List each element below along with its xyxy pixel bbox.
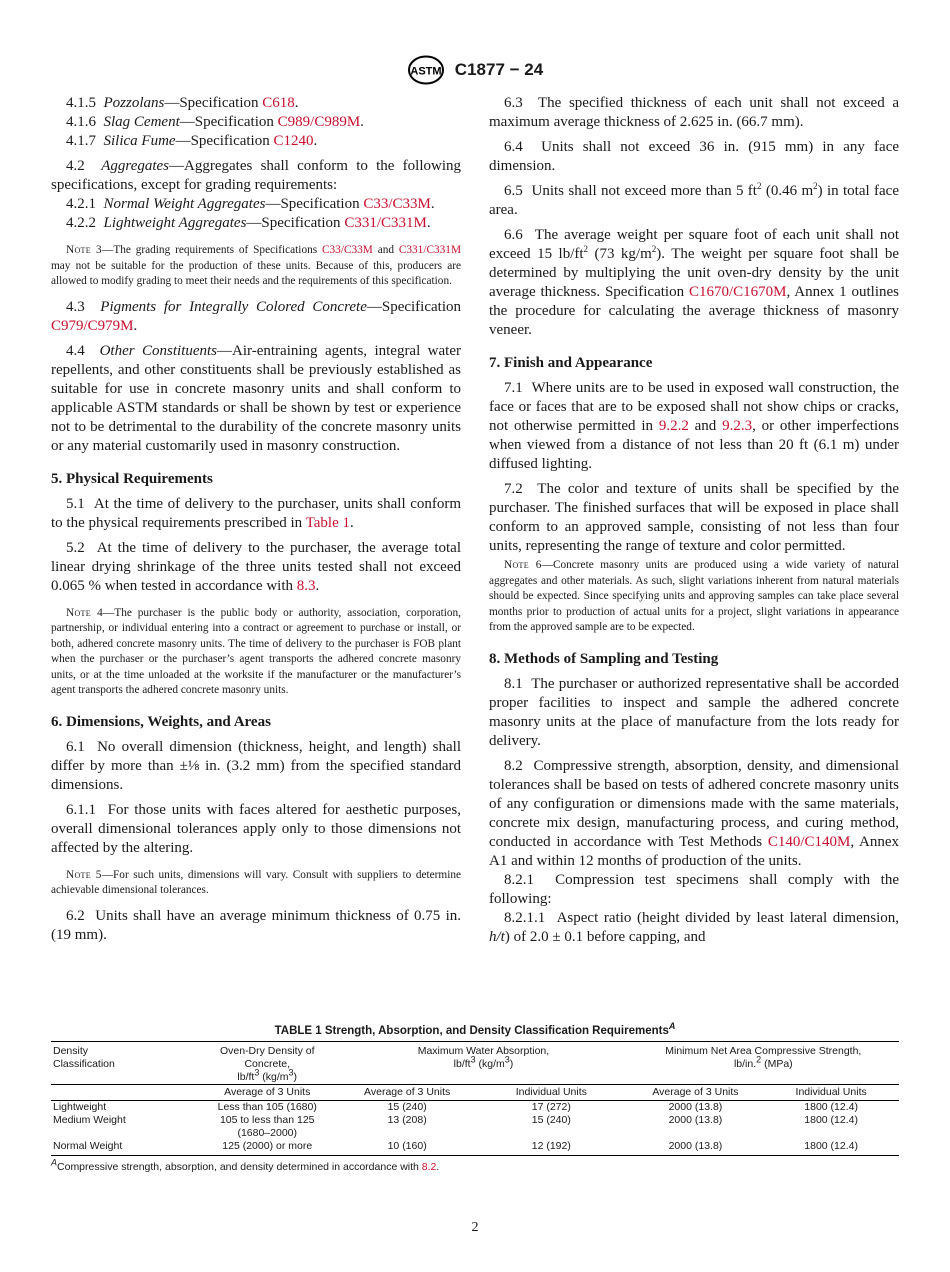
row-abs-ind: 15 (240) [531, 1114, 571, 1126]
right-column [489, 94, 899, 947]
header-max-water-absorption: Maximum Water Absorption, $lb/ft^3$ $(kg/m^3)$ [339, 1042, 627, 1085]
section-4-2-2: 4.2.2 Lightweight Aggregates—Specification C331/C331M. [66, 215, 431, 231]
section-7-2: 7.2 The color and texture of units shall be specified by the purchaser. The finished surfaces that will be exposed in place shall conform to an approved sample, consisting of not less than four units, representing the range of texture and color permitted. [489, 481, 899, 554]
ref-link[interactable]: C331/C331M [344, 215, 427, 231]
row-class: Normal Weight [51, 1140, 195, 1156]
section-5-1: 5.1 At the time of delivery to the purchaser, units shall conform to the physical requirements prescribed in Table 1. [51, 495, 462, 531]
header-density-class: Density Classification [51, 1042, 195, 1085]
page-number: 2 [471, 1220, 479, 1235]
subheader-avg3-density: Average of 3 Units [195, 1085, 339, 1101]
section-6-4: 6.4 Units shall not exceed 36 in. (915 mm) in any face dimension. [489, 139, 900, 174]
row-abs-ind: 17 (272) [531, 1101, 571, 1113]
ref-link[interactable]: C33/C33M [321, 244, 373, 256]
row-str-avg: 2000 (13.8) [628, 1140, 764, 1156]
subheader-avg3-absorption: Average of 3 Units [339, 1085, 475, 1101]
section-6-1-1: 6.1.1 For those units with faces altered for aesthetic purposes, overall dimensional tolerances apply only to those dimensions not affected by the altering. [51, 801, 461, 856]
note-5: Note 5—For such units, dimensions will vary. Consult with suppliers to determine achievable dimensional tolerances. [51, 868, 461, 896]
section-5-2: 5.2 At the time of delivery to the purchaser, the average total linear drying shrinkage of the three units tested shall not exceed 0.065 % when tested in accordance with 8.3. [51, 539, 462, 594]
section-4-4: 4.4 Other Constituents—Air-entraining agents, integral water repellents, and other constituents shall be previously established as suitable for use in concrete masonry units and shall conform to applicable ASTM standards or shall be shown by test or experience not to be detrimental to the durability of the concrete masonry units or any material customarily used in masonry construction. [51, 342, 461, 454]
header-min-compressive-strength: Minimum Net Area Compressive Strength, lb/in.$^2$ (MPa) [628, 1042, 899, 1085]
section-heading-5: 5. Physical Requirements [51, 470, 213, 487]
ref-link[interactable]: C331/C331M [398, 244, 461, 256]
ref-link[interactable]: 9.2.2 [658, 418, 689, 434]
row-class: Lightweight [53, 1101, 107, 1113]
page-header [0, 55, 950, 85]
row-str-ind: 1800 (12.4) [804, 1114, 858, 1126]
section-4-1-5: 4.1.5 Pozzolans—Specification C618. [66, 95, 299, 111]
section-6-1: 6.1 No overall dimension (thickness, height, and length) shall differ by more than ±⅛ in. (3.2 mm) from the specified standard dimensions. [51, 738, 462, 793]
row-density: 125 (2000) or more [195, 1140, 339, 1156]
ref-link[interactable]: 8.3 [296, 577, 316, 594]
ref-link[interactable]: C33/C33M [363, 196, 431, 212]
ref-link[interactable]: C1240 [273, 133, 314, 149]
note-3: Note 3—The grading requirements of Specifications C33/C33M and C331/C331M may not be suitable for the production of these units. Because of this, producers are allowed to modify grading to meet their needs and the requirements of this specification. [51, 244, 461, 287]
note-4: Note 4—The purchaser is the public body or authority, association, corporation, partnership, or individual entering into a contract or agreement to purchase or install, or both, adhered concrete masonry units. The time of delivery to the purchaser is FOB plant when the purchaser or the purchaser’s agent transports the adhered concrete masonry units, or at the time unloaded at the worksite if the manufacturer or the manufacturer’s agent transports the adhered concrete masonry units. [51, 606, 461, 696]
section-8-2: 8.2 Compressive strength, absorption, density, and dimensional tolerances shall be based on tests of adhered concrete masonry units of any configuration or dimensions made with the same materials, concrete mix design, manufacturing process, and curing method, conducted in accordance with Test Methods C140/C140M, Annex A1 and within 12 months of production of the units. [489, 757, 900, 869]
row-abs-avg: 10 (160) [339, 1140, 475, 1156]
ref-link[interactable]: C989/C989M [277, 114, 361, 130]
section-4-1-6: 4.1.6 Slag Cement—Specification C989/C989M. [66, 114, 364, 130]
table-subheader-row [51, 1085, 899, 1101]
section-6-2: 6.2 Units shall have an average minimum thickness of 0.75 in. (19 mm). [51, 907, 461, 943]
table-1 [51, 1021, 899, 1173]
table-1-link[interactable]: Table 1 [305, 514, 351, 531]
section-4-3: 4.3 Pigments for Integrally Colored Concrete—Specification C979/C979M. [51, 298, 461, 334]
ref-link[interactable]: C979/C979M [51, 317, 134, 334]
row-class: Medium Weight [53, 1114, 126, 1126]
section-8-2-1: 8.2.1 Compression test specimens shall comply with the following: [489, 871, 900, 907]
table-row [51, 1114, 899, 1140]
section-8-2-1-1: 8.2.1.1 Aspect ratio (height divided by least lateral dimension, h/t) of 2.0 ± 0.1 before capping, and [489, 909, 900, 945]
standard-designation: C1877 − 24 [454, 60, 544, 79]
row-density: 105 to less than 125 (1680–2000) [219, 1114, 315, 1139]
table-caption: TABLE 1 Strength, Absorption, and Density Classification Requirements$^A$ [274, 1021, 676, 1037]
ref-link[interactable]: C140/C140M [767, 833, 851, 850]
row-abs-ind: 12 (192) [475, 1140, 628, 1156]
row-abs-avg: 13 (208) [387, 1114, 427, 1126]
table-footnote: $^A$Compressive strength, absorption, and density determined in accordance with 8.2. [51, 1157, 440, 1173]
astm-logo-icon [407, 55, 445, 85]
row-density: Less than 105 (1680) [217, 1101, 317, 1113]
table-row [51, 1140, 899, 1156]
ref-link[interactable]: C618 [262, 95, 295, 111]
row-str-ind: 1800 (12.4) [763, 1140, 899, 1156]
section-4-1-7: 4.1.7 Silica Fume—Specification C1240. [66, 133, 318, 149]
svg-text:ASTM: ASTM [410, 65, 442, 78]
section-6-3: 6.3 The specified thickness of each unit shall not exceed a maximum average thickness of 2.625 in. (66.7 mm). [489, 95, 899, 130]
subheader-indiv-strength: Individual Units [763, 1085, 899, 1101]
section-heading-8: 8. Methods of Sampling and Testing [489, 650, 719, 667]
section-6-5: 6.5 Units shall not exceed more than 5 $ft^2$ (0.46 $m^2$) in total face area. [489, 181, 899, 218]
row-str-ind: 1800 (12.4) [804, 1101, 858, 1113]
section-heading-6: 6. Dimensions, Weights, and Areas [51, 713, 271, 730]
section-4-2: 4.2 Aggregates—Aggregates shall conform to the following specifications, except for grading requirements: [51, 158, 462, 193]
left-column [51, 94, 461, 951]
ref-link[interactable]: 8.2 [421, 1161, 437, 1173]
table-row [51, 1101, 899, 1115]
section-heading-7: 7. Finish and Appearance [489, 355, 653, 371]
table-header-row [51, 1042, 899, 1085]
requirements-table [51, 1041, 899, 1156]
ref-link[interactable]: 9.2.3 [722, 418, 753, 434]
section-4-2-1: 4.2.1 Normal Weight Aggregates—Specification C33/C33M. [66, 196, 435, 212]
row-abs-avg: 15 (240) [387, 1101, 427, 1113]
section-6-6: 6.6 The average weight per square foot of each unit shall not exceed 15 $lb/ft^2$ (73 $kg/m^2$). The weight per square foot shall be determined by multiplying the unit oven-dry density by the unit average thickness. Specification C1670/C1670M, Annex 1 outlines the procedure for calculating the average thickness of masonry veneer. [489, 227, 900, 338]
ref-link[interactable]: C1670/C1670M [688, 284, 787, 300]
row-str-avg: 2000 (13.8) [668, 1114, 723, 1126]
subheader-avg3-strength: Average of 3 Units [628, 1085, 764, 1101]
section-7-1: 7.1 Where units are to be used in exposed wall construction, the face or faces that are to be exposed shall not show chips or cracks, not otherwise permitted in 9.2.2 and 9.2.3, or other imperfections when viewed from a distance of not less than 20 ft (6.1 m) under diffused lighting. [489, 380, 899, 472]
section-8-1: 8.1 The purchaser or authorized representative shall be accorded proper facilities to inspect and sample the adhered concrete masonry units at the place of manufacture from the lots ready for delivery. [489, 675, 899, 749]
row-str-avg: 2000 (13.8) [668, 1101, 723, 1113]
subheader-indiv-absorption: Individual Units [475, 1085, 628, 1101]
note-6: Note 6—Concrete masonry units are produced using a wide variety of natural aggregates and other materials. As such, slight variations inherent from natural materials should be expected. Since specifying units and approving samples can take place several months prior to production of actual units for a project, slight variations in appearance from the approved sample are to be expected. [489, 559, 899, 633]
header-oven-dry-density: Oven-Dry Density of Concrete, $lb/ft^3$ $(kg/m^3)$ [195, 1042, 339, 1085]
